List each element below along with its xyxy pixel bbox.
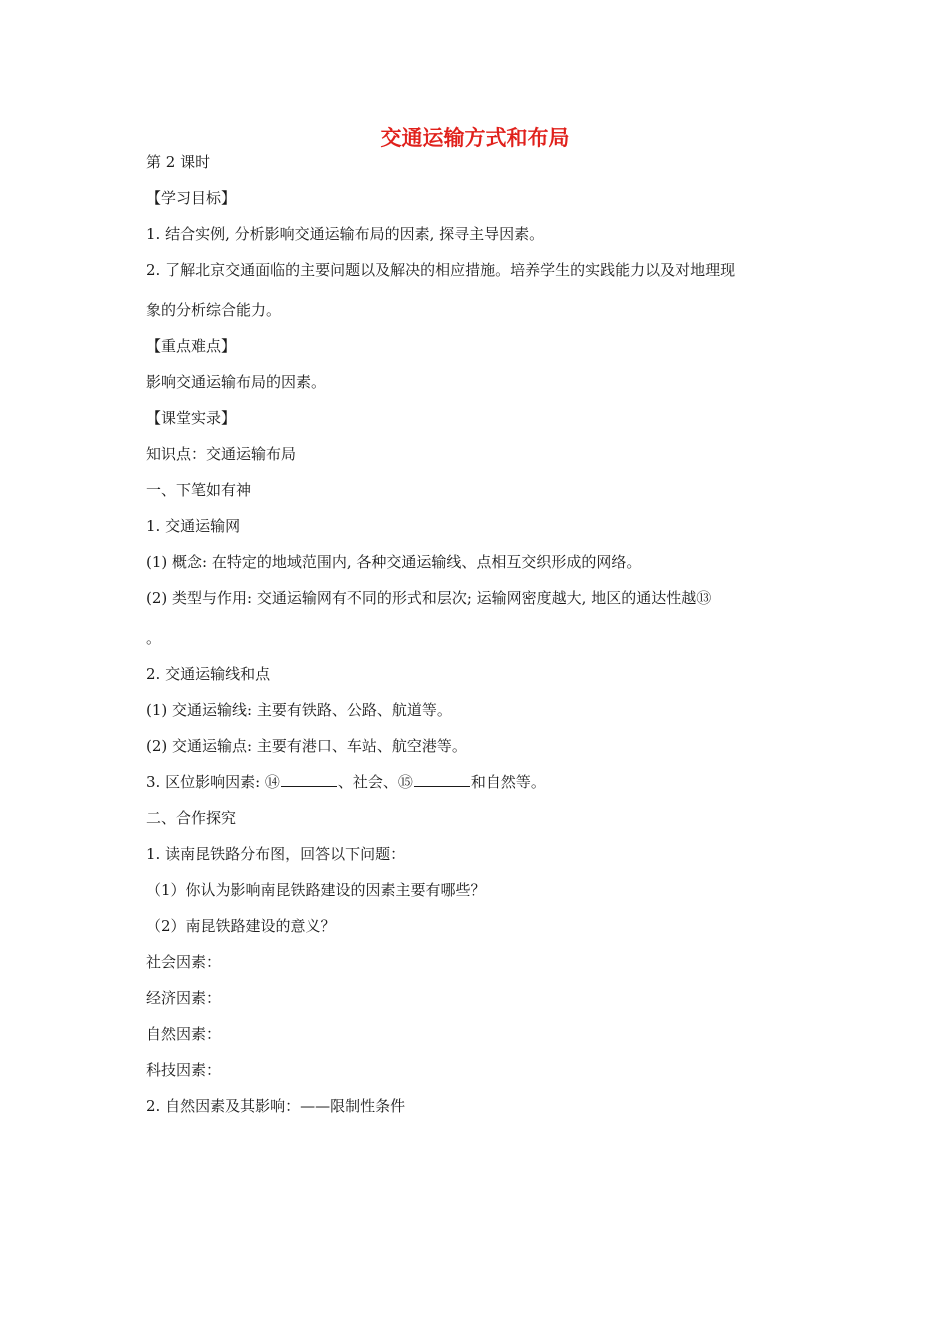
fill-blank-15[interactable] [414,772,470,787]
economic-factors: 经济因素： [146,989,222,1007]
question-2: 2. 自然因素及其影响：——限制性条件 [146,1097,406,1115]
question-1: 1. 读南昆铁路分布图，回答以下问题： [146,845,406,863]
transport-net-type: (2) 类型与作用: 交通运输网有不同的形式和层次; 运输网密度越大, 地区的通达性越⑬ [146,589,712,607]
line-point-heading: 2. 交通运输线和点 [146,665,271,683]
fill-blank-14[interactable] [281,772,337,787]
part-one-heading: 一、下笔如有神 [146,481,252,499]
transport-net-heading: 1. 交通运输网 [146,517,241,535]
document-title: 交通运输方式和布局 [380,125,570,150]
objective-2-line-1: 2. 了解北京交通面临的主要问题以及解决的相应措施。培养学生的实践能力以及对地理现 [146,261,736,279]
natural-factors: 自然因素： [146,1025,222,1043]
part-two-heading: 二、合作探究 [146,809,237,827]
factors-prefix: 3. 区位影响因素: ⑭ [146,773,280,791]
transport-points: (2) 交通运输点: 主要有港口、车站、航空港等。 [146,737,467,755]
location-factors [146,772,826,792]
lesson-label: 第 2 课时 [146,153,211,171]
transport-net-type-end: 。 [146,629,162,647]
knowledge-point: 知识点：交通运输布局 [146,445,297,463]
factors-end: 和自然等。 [470,773,546,791]
objectives-heading: 【学习目标】 [146,189,237,207]
objective-1: 1. 结合实例, 分析影响交通运输布局的因素, 探寻主导因素。 [146,225,545,243]
tech-factors: 科技因素： [146,1061,222,1079]
transport-lines: (1) 交通运输线: 主要有铁路、公路、航道等。 [146,701,452,719]
class-heading: 【课堂实录】 [146,409,237,427]
key-heading: 【重点难点】 [146,337,237,355]
social-factors: 社会因素： [146,953,222,971]
question-1-1: （1）你认为影响南昆铁路建设的因素主要有哪些？ [146,881,486,899]
objective-2-line-2: 象的分析综合能力。 [146,301,282,319]
factors-mid: 、社会、⑮ [337,773,413,791]
transport-net-concept: (1) 概念: 在特定的地域范围内, 各种交通运输线、点相互交织形成的网络。 [146,553,642,571]
question-1-2: （2）南昆铁路建设的意义？ [146,917,336,935]
key-text: 影响交通运输布局的因素。 [146,373,327,391]
